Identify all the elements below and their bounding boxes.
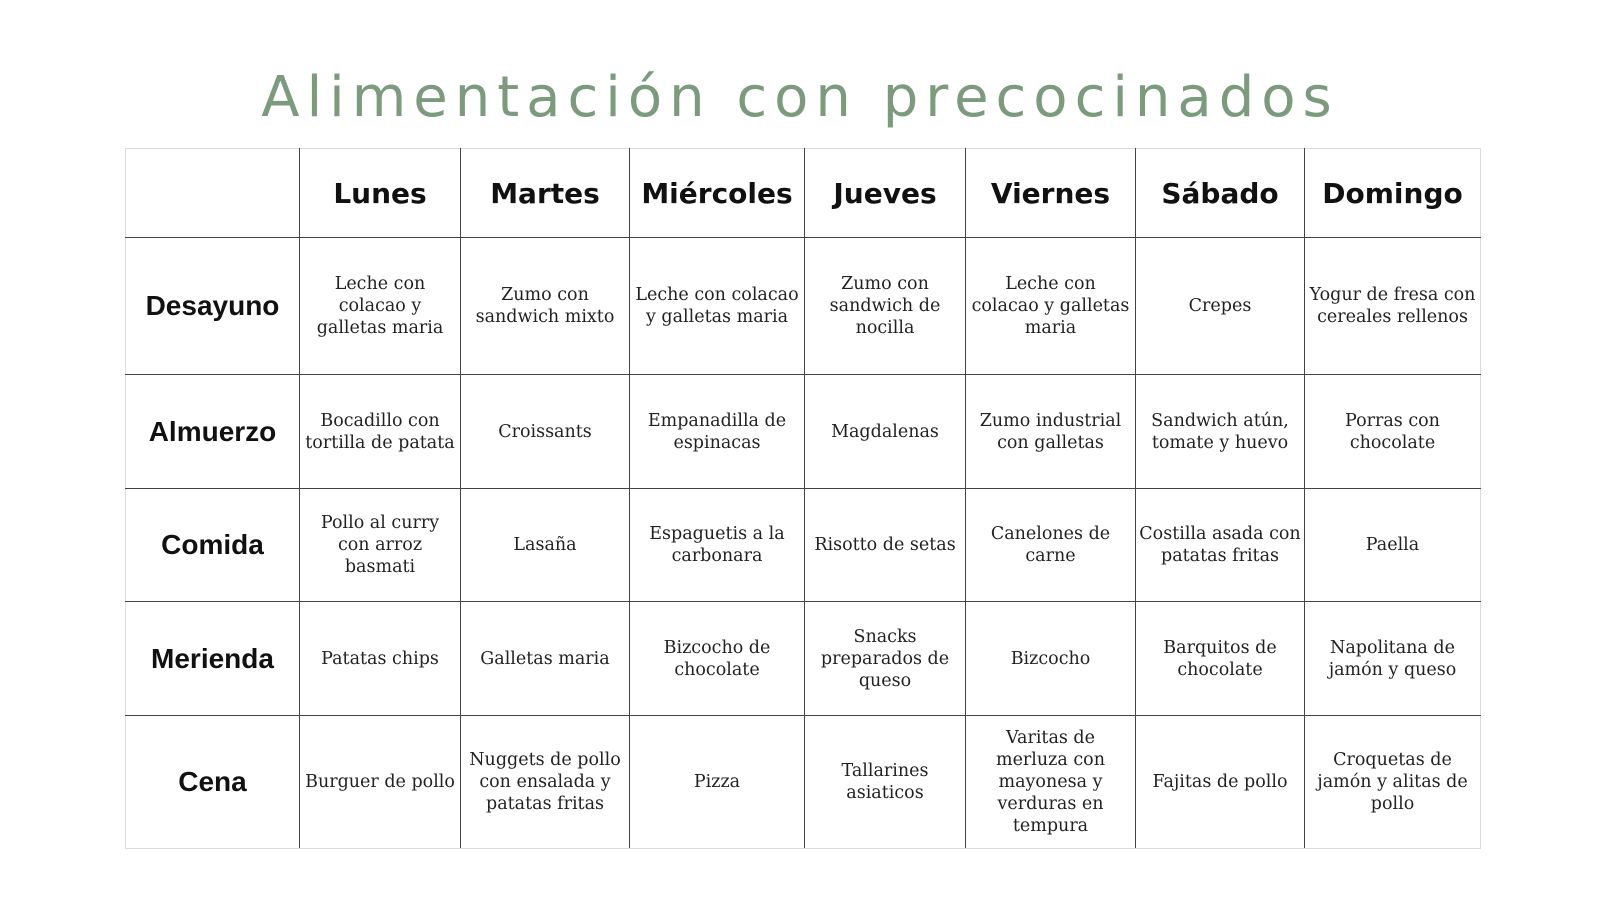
meal-cell: Leche con colacao y galletas maria (630, 238, 805, 375)
meal-cell: Canelones de carne (966, 489, 1136, 602)
meal-label-desayuno: Desayuno (126, 238, 300, 375)
meal-cell: Leche con colacao y galletas maria (966, 238, 1136, 375)
table-row (126, 716, 1481, 849)
meal-cell: Snacks preparados de queso (805, 602, 966, 716)
meal-cell: Pizza (630, 716, 805, 849)
table-row (126, 375, 1481, 489)
table-row (126, 489, 1481, 602)
meal-cell: Napolitana de jamón y queso (1305, 602, 1481, 716)
header-corner-cell (126, 149, 300, 238)
header-day-sabado: Sábado (1136, 149, 1305, 238)
header-day-domingo: Domingo (1305, 149, 1481, 238)
meal-cell: Bizcocho (966, 602, 1136, 716)
meal-cell: Barquitos de chocolate (1136, 602, 1305, 716)
header-day-martes: Martes (461, 149, 630, 238)
meal-cell: Crepes (1136, 238, 1305, 375)
meal-cell: Croissants (461, 375, 630, 489)
meal-cell: Galletas maria (461, 602, 630, 716)
weekly-meal-table (125, 148, 1481, 849)
table-header-row (126, 149, 1481, 238)
meal-cell: Tallarines asiaticos (805, 716, 966, 849)
meal-cell: Zumo industrial con galletas (966, 375, 1136, 489)
table-row (126, 602, 1481, 716)
meal-cell: Bocadillo con tortilla de patata (300, 375, 461, 489)
meal-label-merienda: Merienda (126, 602, 300, 716)
meal-cell: Risotto de setas (805, 489, 966, 602)
table-row (126, 238, 1481, 375)
meal-label-cena: Cena (126, 716, 300, 849)
meal-cell: Leche con colacao y galletas maria (300, 238, 461, 375)
meal-cell: Nuggets de pollo con ensalada y patatas fritas (461, 716, 630, 849)
page-title: Alimentación con precocinados (261, 65, 1339, 130)
meal-cell: Patatas chips (300, 602, 461, 716)
meal-cell: Varitas de merluza con mayonesa y verduras en tempura (966, 716, 1136, 849)
meal-label-almuerzo: Almuerzo (126, 375, 300, 489)
meal-cell: Pollo al curry con arroz basmati (300, 489, 461, 602)
header-day-viernes: Viernes (966, 149, 1136, 238)
header-day-jueves: Jueves (805, 149, 966, 238)
meal-cell: Fajitas de pollo (1136, 716, 1305, 849)
meal-cell: Empanadilla de espinacas (630, 375, 805, 489)
meal-cell: Zumo con sandwich de nocilla (805, 238, 966, 375)
meal-cell: Bizcocho de chocolate (630, 602, 805, 716)
meal-cell: Espaguetis a la carbonara (630, 489, 805, 602)
meal-cell: Paella (1305, 489, 1481, 602)
meal-cell: Porras con chocolate (1305, 375, 1481, 489)
meal-cell: Burguer de pollo (300, 716, 461, 849)
header-day-miercoles: Miércoles (630, 149, 805, 238)
meal-cell: Yogur de fresa con cereales rellenos (1305, 238, 1481, 375)
meal-cell: Lasaña (461, 489, 630, 602)
header-day-lunes: Lunes (300, 149, 461, 238)
meal-cell: Magdalenas (805, 375, 966, 489)
meal-cell: Costilla asada con patatas fritas (1136, 489, 1305, 602)
meal-cell: Sandwich atún, tomate y huevo (1136, 375, 1305, 489)
meal-label-comida: Comida (126, 489, 300, 602)
meal-cell: Croquetas de jamón y alitas de pollo (1305, 716, 1481, 849)
meal-cell: Zumo con sandwich mixto (461, 238, 630, 375)
